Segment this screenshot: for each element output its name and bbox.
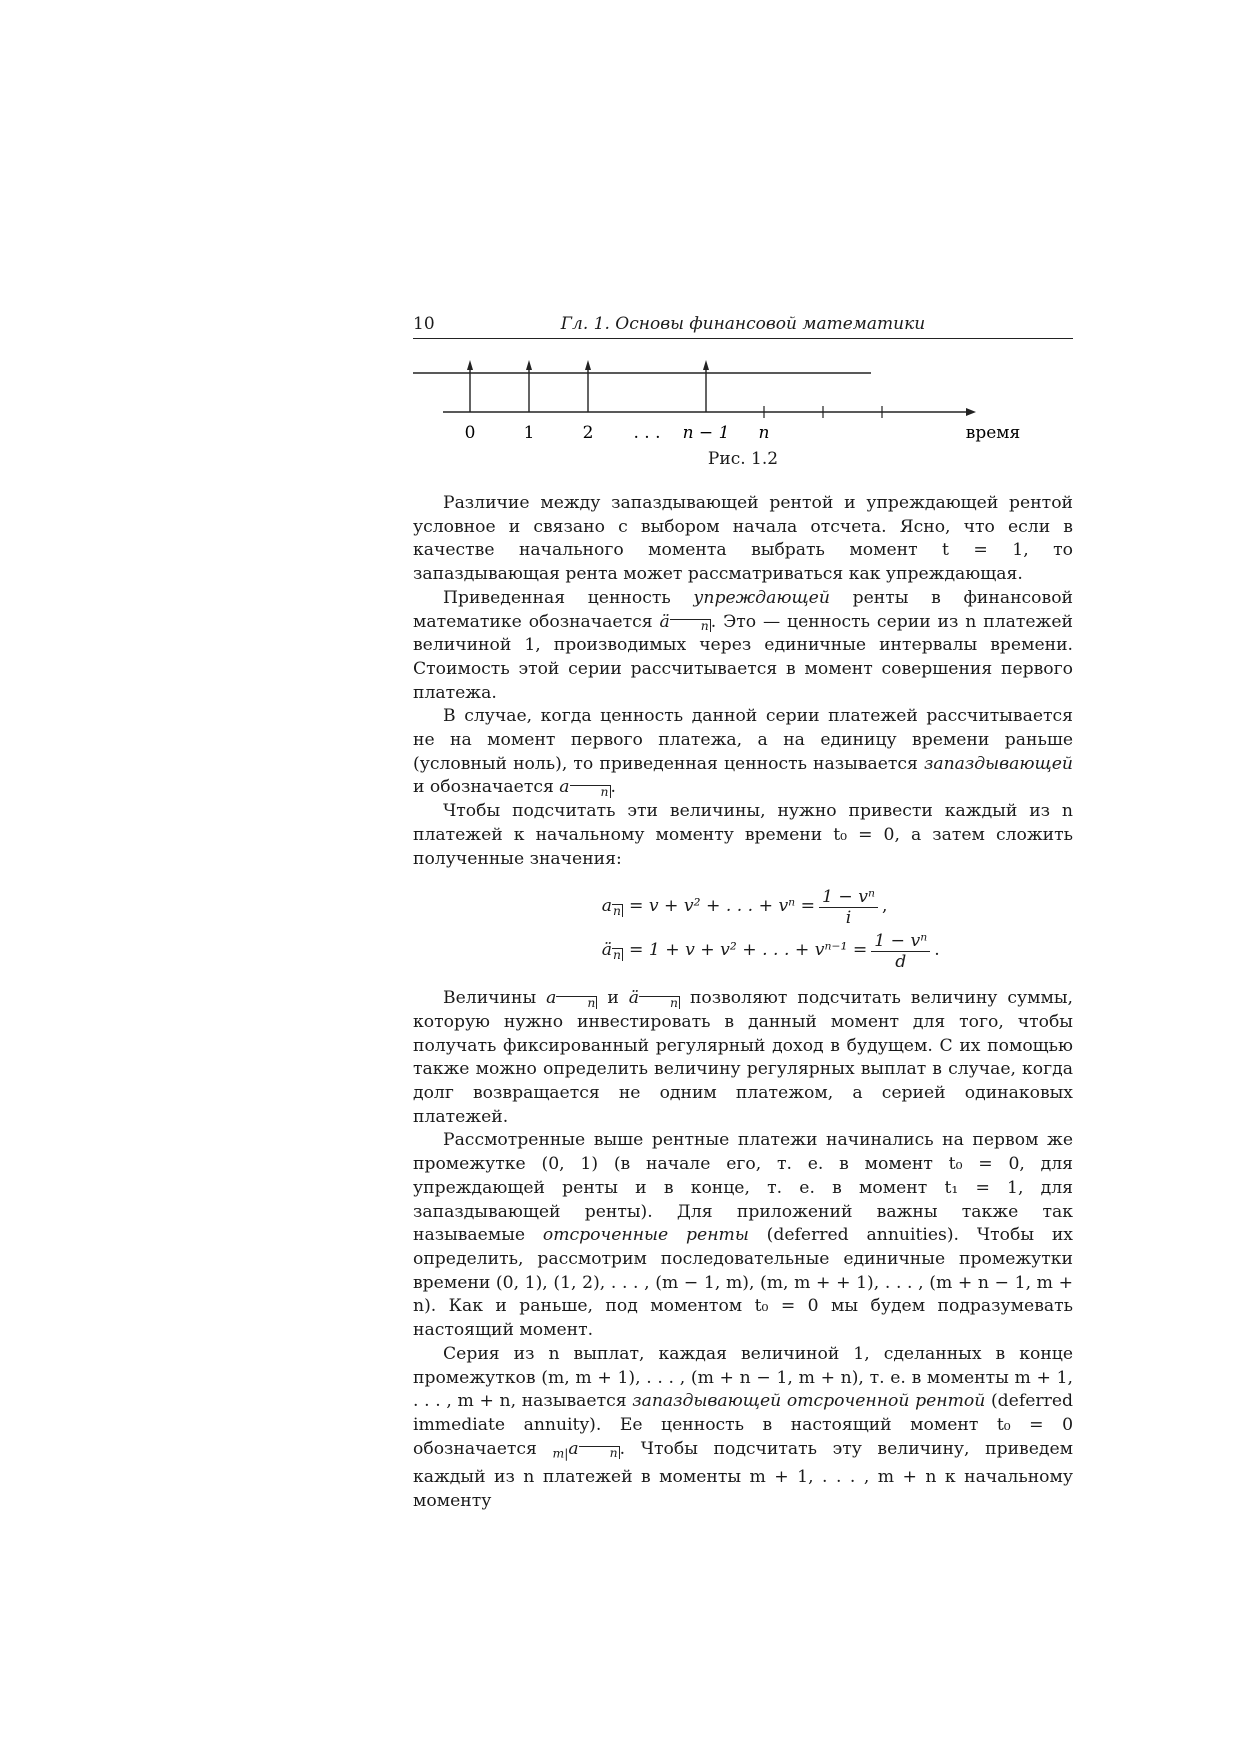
body-text	[413, 492, 1073, 1513]
paragraph-6: Рассмотренные выше рентные платежи начинались на первом же промежутке (0, 1) (в начале его, т. е. в момент t₀ = 0, для упреждающей ренты и в конце, т. е. в момент t₁ = 1, для запаздывающей ренты). Для приложений важны также так называемые отсроченные ренты (deferred annuities). Чтобы их определить, рассмотрим последовательные единичные промежутки времени (0, 1), (1, 2), . . . , (m − 1, m), (m, m + + 1), . . . , (m + n − 1, m + n). Как и раньше, под моментом t₀ = 0 мы будем подразумевать настоящий момент.	[413, 1130, 1073, 1341]
annuity-due-symbol-2: ä n	[628, 988, 678, 1010]
deferred-annuity-symbol: $_{m|}$a n	[552, 1438, 618, 1461]
paragraph-1: Различие между запаздывающей рентой и упреждающей рентой условное и связано с выбором начала отсчета. Ясно, что если в качестве начального момента выбрать момент t = 1, то запаздывающая рента может рассматриваться как упреждающая.	[413, 493, 1073, 585]
payment-arrow-1	[526, 360, 532, 412]
timeline-figure	[413, 360, 1073, 445]
annuity-immediate-symbol: a n	[559, 777, 609, 799]
tick-label-1: 1	[523, 423, 535, 443]
payment-arrow-2	[585, 360, 591, 412]
tick-label-0: 0	[464, 423, 476, 443]
paragraph-5: Величины a n и ä n позволяют подсчитать величину суммы, которую нужно инвестировать в данный момент для того, чтобы получать фиксированный регулярный доход в будущем. С их помощью также можно определить величину регулярных выплат в случае, когда долг возвращается не одним платежом, а серией одинаковых платежей.	[413, 988, 1073, 1127]
annuity-immediate-symbol-2: a n	[546, 988, 596, 1010]
equation-1: an = v + v² + . . . + vⁿ = $\frac{\text{1 − vⁿ}}{i}$ ,	[601, 886, 888, 928]
tick-label-n-minus-1: n − 1	[682, 423, 730, 443]
running-header	[413, 312, 1073, 339]
paragraph-7: Серия из n выплат, каждая величиной 1, сделанных в конце промежутков (m, m + 1), . . . , (m + n − 1, m + n), т. е. в моменты m + 1, . . . , m + n, называется запаздывающей отсроченной рентой (deferred immediate annuity). Ее ценность в настоящий момент t₀ = 0 обозначается $_{m|}$a n . Чтобы подсчитать эту величину, приведем каждый из n платежей в моменты m + 1, . . . , m + n к начальному моменту	[413, 1343, 1074, 1511]
figure-caption: Рис. 1.2	[707, 449, 779, 469]
payment-arrow-0	[467, 360, 473, 412]
paragraph-2: Приведенная ценность упреждающей ренты в финансовой математике обозначается ä n . Это — ценность серии из n платежей величиной 1, производимых через единичные интервалы времени. Стоимость этой серии рассчитывается в момент совершения первого платежа.	[413, 587, 1073, 703]
tick-label-2: 2	[582, 423, 594, 443]
annuity-due-symbol: ä n	[659, 611, 709, 633]
tick-label-ellipsis: . . .	[633, 423, 661, 443]
paragraph-3: В случае, когда ценность данной серии платежей рассчитывается не на момент первого платежа, а на единицу времени раньше (условный ноль), то приведенная ценность называется запаздывающей и обозначается a n .	[413, 706, 1073, 799]
running-title: Гл. 1. Основы финансовой математики	[560, 314, 926, 334]
payment-arrow-n-minus-1	[703, 360, 709, 412]
axis-label-time: время	[965, 423, 1021, 443]
axis-arrowhead	[966, 408, 976, 416]
page-number: 10	[413, 314, 435, 334]
tick-label-n: n	[758, 423, 770, 443]
equation-block	[413, 885, 1073, 973]
paragraph-4: Чтобы подсчитать эти величины, нужно привести каждый из n платежей к начальному моменту времени t₀ = 0, а затем сложить полученные значения:	[413, 801, 1073, 869]
equation-2: än = 1 + v + v² + . . . + vⁿ⁻¹ = $\frac{\text{1 − vⁿ}}{d}$ .	[601, 930, 940, 972]
